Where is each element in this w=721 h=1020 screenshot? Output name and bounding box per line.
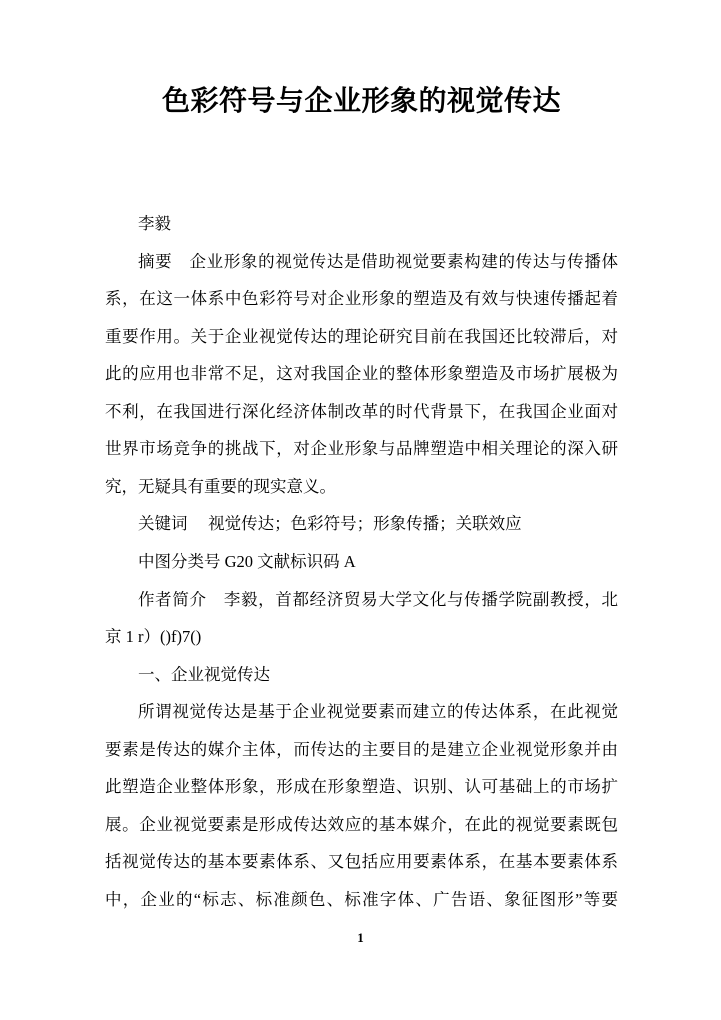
text-line: 关键词 视觉传达；色彩符号；形象传播；关联效应 [138,514,522,534]
text-line: 京 1 r）()f)7() [105,627,202,647]
text-line: 展。企业视觉要素是形成传达效应的基本媒介，在此的视觉要素既包 [105,814,618,834]
text-line: 世界市场竞争的挑战下，对企业形象与品牌塑造中相关理论的深入研 [105,439,618,459]
text-line: 中图分类号 G20 文献标识码 A [138,551,356,571]
text-line: 不利，在我国进行深化经济体制改革的时代背景下，在我国企业面对 [105,401,618,421]
text-line: 所谓视觉传达是基于企业视觉要素而建立的传达体系，在此视觉 [138,702,618,722]
text-line: 括视觉传达的基本要素体系、又包括应用要素体系，在基本要素体系 [105,852,618,872]
text-line: 中，企业的“标志、标准颜色、标准字体、广告语、象征图形”等要 [105,889,618,909]
text-line: 此的应用也非常不足，这对我国企业的整体形象塑造及市场扩展极为 [105,364,618,384]
text-line: 要素是传达的媒介主体，而传达的主要目的是建立企业视觉形象并由 [105,739,618,759]
text-line: 此塑造企业整体形象，形成在形象塑造、识别、认可基础上的市场扩 [105,777,618,797]
text-line: 作者简介 李毅，首都经济贸易大学文化与传播学院副教授，北 [138,589,618,609]
page-number: 1 [357,930,364,945]
text-line: 李毅 [138,214,171,233]
text-line: 究，无疑具有重要的现实意义。 [105,476,336,496]
text-line: 一、企业视觉传达 [138,664,270,684]
text-line: 重要作用。关于企业视觉传达的理论研究目前在我国还比较滞后，对 [105,326,618,346]
text-line: 系，在这一体系中色彩符号对企业形象的塑造及有效与快速传播起着 [105,289,618,309]
document-title: 色彩符号与企业形象的视觉传达 [161,86,561,117]
text-line: 摘要 企业形象的视觉传达是借助视觉要素构建的传达与传播体 [138,251,618,271]
